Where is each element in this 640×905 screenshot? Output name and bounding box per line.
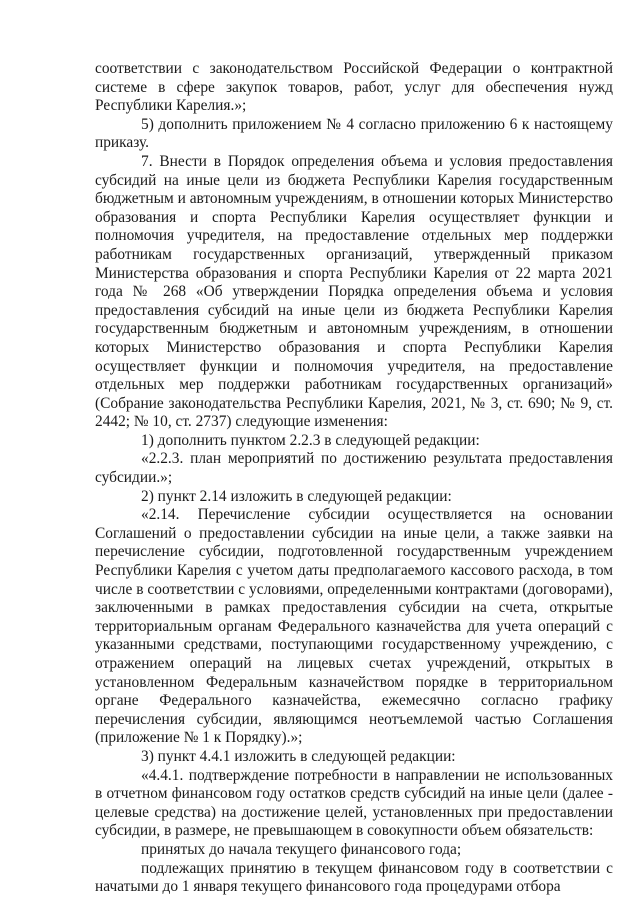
paragraph-item-3: 3) пункт 4.4.1 изложить в следующей редакции: xyxy=(141,747,456,765)
paragraph-accepted: принятых до начала текущего финансового года; xyxy=(141,840,462,858)
paragraph-quote-4-4-1: «4.4.1. подтверждение потребности в направлении не использованных в отчетном финансовом году остатков средств субсидий на иные цели (далее - целевые средства) на достижение целей, установленных при предоставлении субсидии, в размере, не превышающем в совокупности объем обязательств: xyxy=(95,766,613,840)
paragraph-item-2: 2) пункт 2.14 изложить в следующей редакции: xyxy=(141,487,452,505)
paragraph-to-be-accepted: подлежащих принятию в текущем финансовом году в соответствии с начатыми до 1 января текущего финансового года процедурами отбора xyxy=(95,859,613,896)
document-body xyxy=(95,60,613,897)
paragraph-quote-2-2-3: «2.2.3. план мероприятий по достижению результата предоставления субсидии.»; xyxy=(95,450,613,487)
paragraph-continuation: соответствии с законодательством Российской Федерации о контрактной системе в сфере закупок товаров, работ, услуг для обеспечения нужд Республики Карелия.»; xyxy=(95,60,613,115)
paragraph-item-1: 1) дополнить пунктом 2.2.3 в следующей редакции: xyxy=(141,431,480,449)
paragraph-item-5: 5) дополнить приложением № 4 согласно приложению 6 к настоящему приказу. xyxy=(95,115,613,152)
paragraph-quote-2-14: «2.14. Перечисление субсидии осуществляется на основании Соглашений о предоставлении субсидии на иные цели, а также заявки на перечисление субсидии, подготовленной государственным учреждением Республики Карелия с учетом даты предполагаемого кассового расхода, в том числе в соответствии с условиями, определенными контрактами (договорами), заключенными в рамках предоставления субсидии на счета, открытые территориальным органам Федерального казначейства для учета операций с указанными средствами, поступающими государственному учреждению, с отражением операций на лицевых счетах учреждений, открытых в установленном Федеральным казначейством порядке в территориальном органе Федерального казначейства, ежемесячно согласно графику перечисления субсидии, являющимся неотъемлемой частью Соглашения (приложение № 1 к Порядку).»; xyxy=(95,506,613,747)
paragraph-section-7: 7. Внести в Порядок определения объема и условия предоставления субсидий на иные цели из бюджета Республики Карелия государственным бюджетным и автономным учреждениям, в отношении которых Министерство образования и спорта Республики Карелия осуществляет функции и полномочия учредителя, на предоставление отдельных мер поддержки работникам государственных организаций, утвержденный приказом Министерства образования и спорта Республики Карелия от 22 марта 2021 года № 268 «Об утверждении Порядка определения объема и условия предоставления субсидий на иные цели из бюджета Республики Карелия государственным бюджетным и автономным учреждениям, в отношении которых Министерство образования и спорта Республики Карелия осуществляет функции и полномочия учредителя, на предоставление отдельных мер поддержки работникам государственных организаций» (Собрание законодательства Республики Карелия, 2021, № 3, ст. 690; № 9, ст. 2442; № 10, ст. 2737) следующие изменения: xyxy=(95,152,613,431)
